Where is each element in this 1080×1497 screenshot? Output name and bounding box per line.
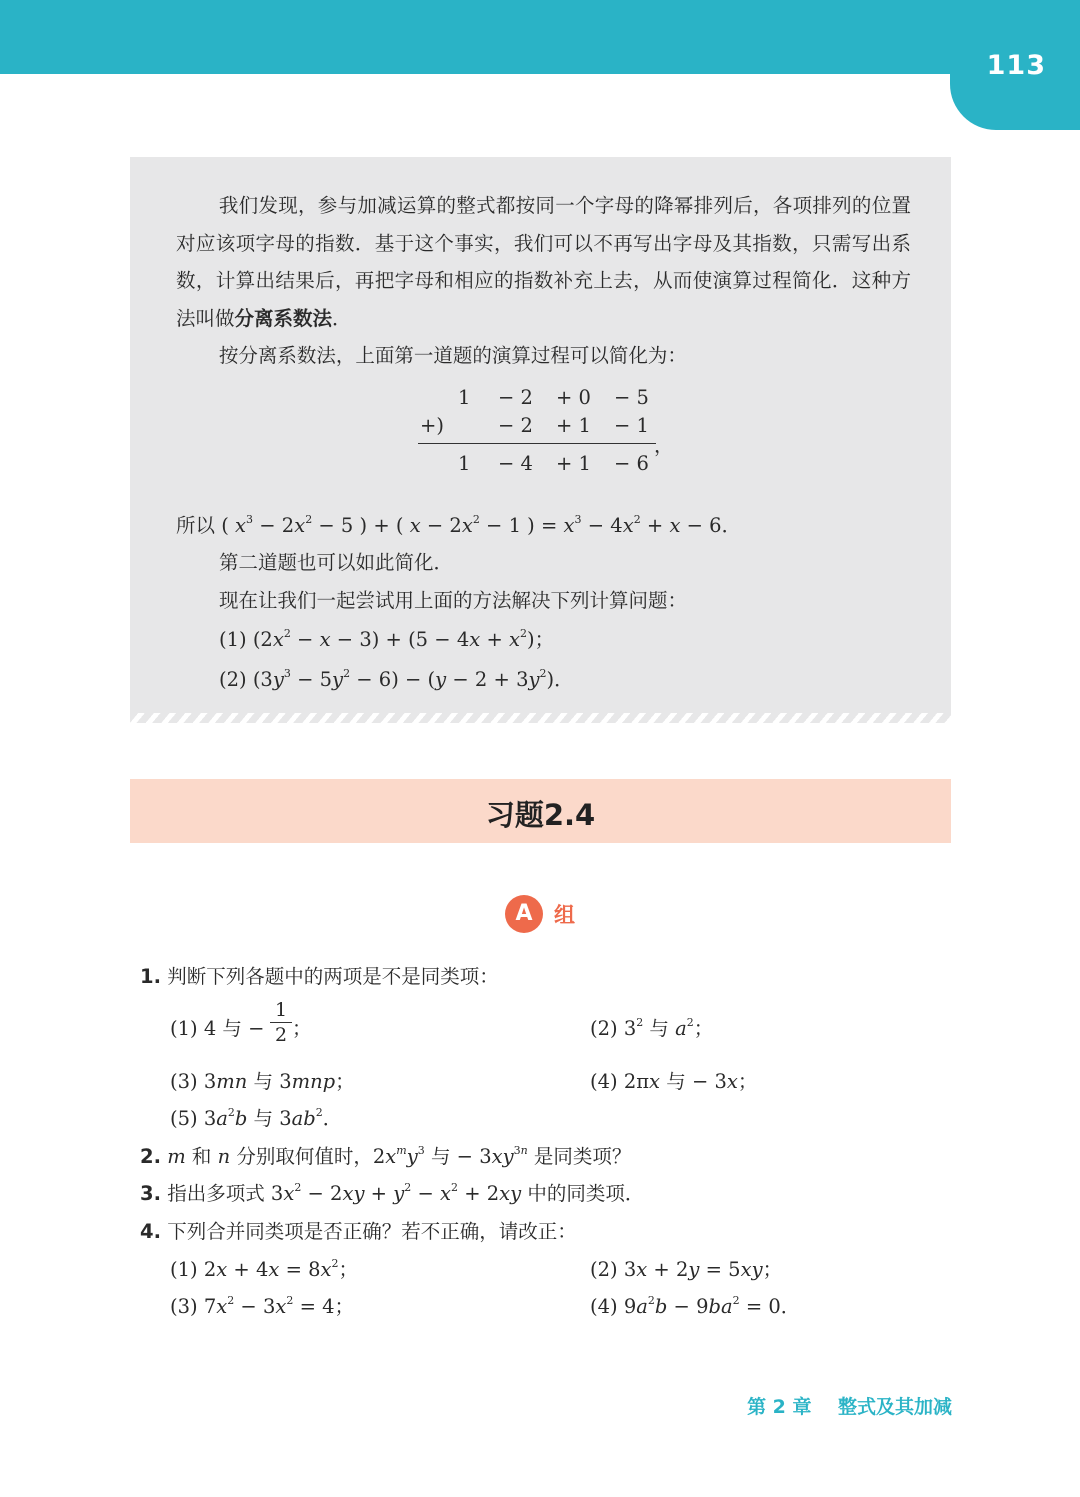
q1-item-1: (1) 4 与 − [170,1017,265,1040]
q1-item-2: (2) $3^2$ 与 $a^2$； [590,1016,714,1040]
q1-item-4: (4) 2πx 与 − 3x； [590,1070,758,1093]
paragraph-try: 现在让我们一起尝试用上面的方法解决下列计算问题： [219,589,688,612]
q1-item-1-end: ； [292,1017,312,1040]
q4-item-3: (3) $7x^2 - 3x^2 = 4$； [170,1294,355,1318]
footer-chapter: 第 2 章 [747,1396,812,1418]
calc-cell: − 2 [498,414,533,437]
calc-cell: ， [654,434,674,457]
calc-cell: − 1 [614,414,649,437]
fraction-one-half: 1 2 [270,999,292,1046]
exercise-banner [130,779,951,843]
q4-item-2: (2) 3x + 2y = 5xy； [590,1258,783,1281]
exercise-title: 习题2.4 [485,798,596,832]
result-equation: 所以 ( $x^3 - 2x^2 - 5$ ) + ( $x - 2x^2 - 1$ ) = $x^3 - 4x^2 + x - 6$． [176,513,742,537]
paragraph-method-intro: 我们发现，参与加减运算的整式都按同一个字母的降幂排列后，各项排列的位置对应该项字母的指数．基于这个事实，我们可以不再写出字母及其指数，只需写出系数，计算出结果后，再把字母和相应的指数补充上去，从而使演算过程简化．这种方法叫做分离系数法． [176,194,911,330]
q1-item-5: (5) $3a^2b$ 与 $3ab^2$． [170,1106,343,1130]
question-1: 1. 判断下列各题中的两项是不是同类项： [140,965,499,988]
question-3: 3. 指出多项式 $3x^2 - 2xy + y^2 - x^2 + 2xy$ 中的同类项． [140,1181,645,1205]
calc-cell: − 5 [614,386,649,409]
group-a-badge: A [505,895,543,933]
q4-item-1: (1) $2x + 4x = 8x^2$； [170,1257,359,1281]
calc-cell: + 1 [556,452,591,475]
calc-cell: − 6 [614,452,649,475]
group-label: 组 [554,903,575,927]
page-number: 113 [986,50,1046,81]
paragraph-second-problem: 第二道题也可以如此简化． [219,551,454,574]
q1-item-3: (3) 3mn 与 3mnp； [170,1070,355,1093]
chapter-footer [747,1392,952,1419]
paragraph-simplified: 按分离系数法，上面第一道题的演算过程可以简化为： [218,344,687,367]
calc-cell: 1 [458,386,471,409]
calc-cell: − 2 [498,386,533,409]
footer-title: 整式及其加减 [837,1396,952,1418]
calc-cell: +) [420,414,444,437]
key-term: 分离系数法 [234,306,333,330]
question-2: 2. m 和 n 分别取何值时，$2x^my^3$ 与 − $3xy^{3n}$ 是同类项？ [140,1144,632,1168]
top-header-bar [0,0,1080,74]
practice-item-2: (2) $(3y^3 - 5y^2 - 6) - (y - 2 + 3y^2)$． [219,667,574,691]
practice-item-1: (1) $(2x^2 - x - 3) + (5 - 4x + x^2)$； [219,627,555,651]
calc-divider-line [418,443,656,444]
q4-item-4: (4) $9a^2b - 9ba^2 = 0$． [590,1294,801,1318]
calc-cell: − 4 [498,452,533,475]
calc-cell: + 1 [556,414,591,437]
reading-box-hatch-border [130,713,951,723]
calc-cell: 1 [458,452,471,475]
calc-cell: + 0 [556,386,591,409]
question-4: 4. 下列合并同类项是否正确？若不正确，请改正： [140,1220,577,1243]
